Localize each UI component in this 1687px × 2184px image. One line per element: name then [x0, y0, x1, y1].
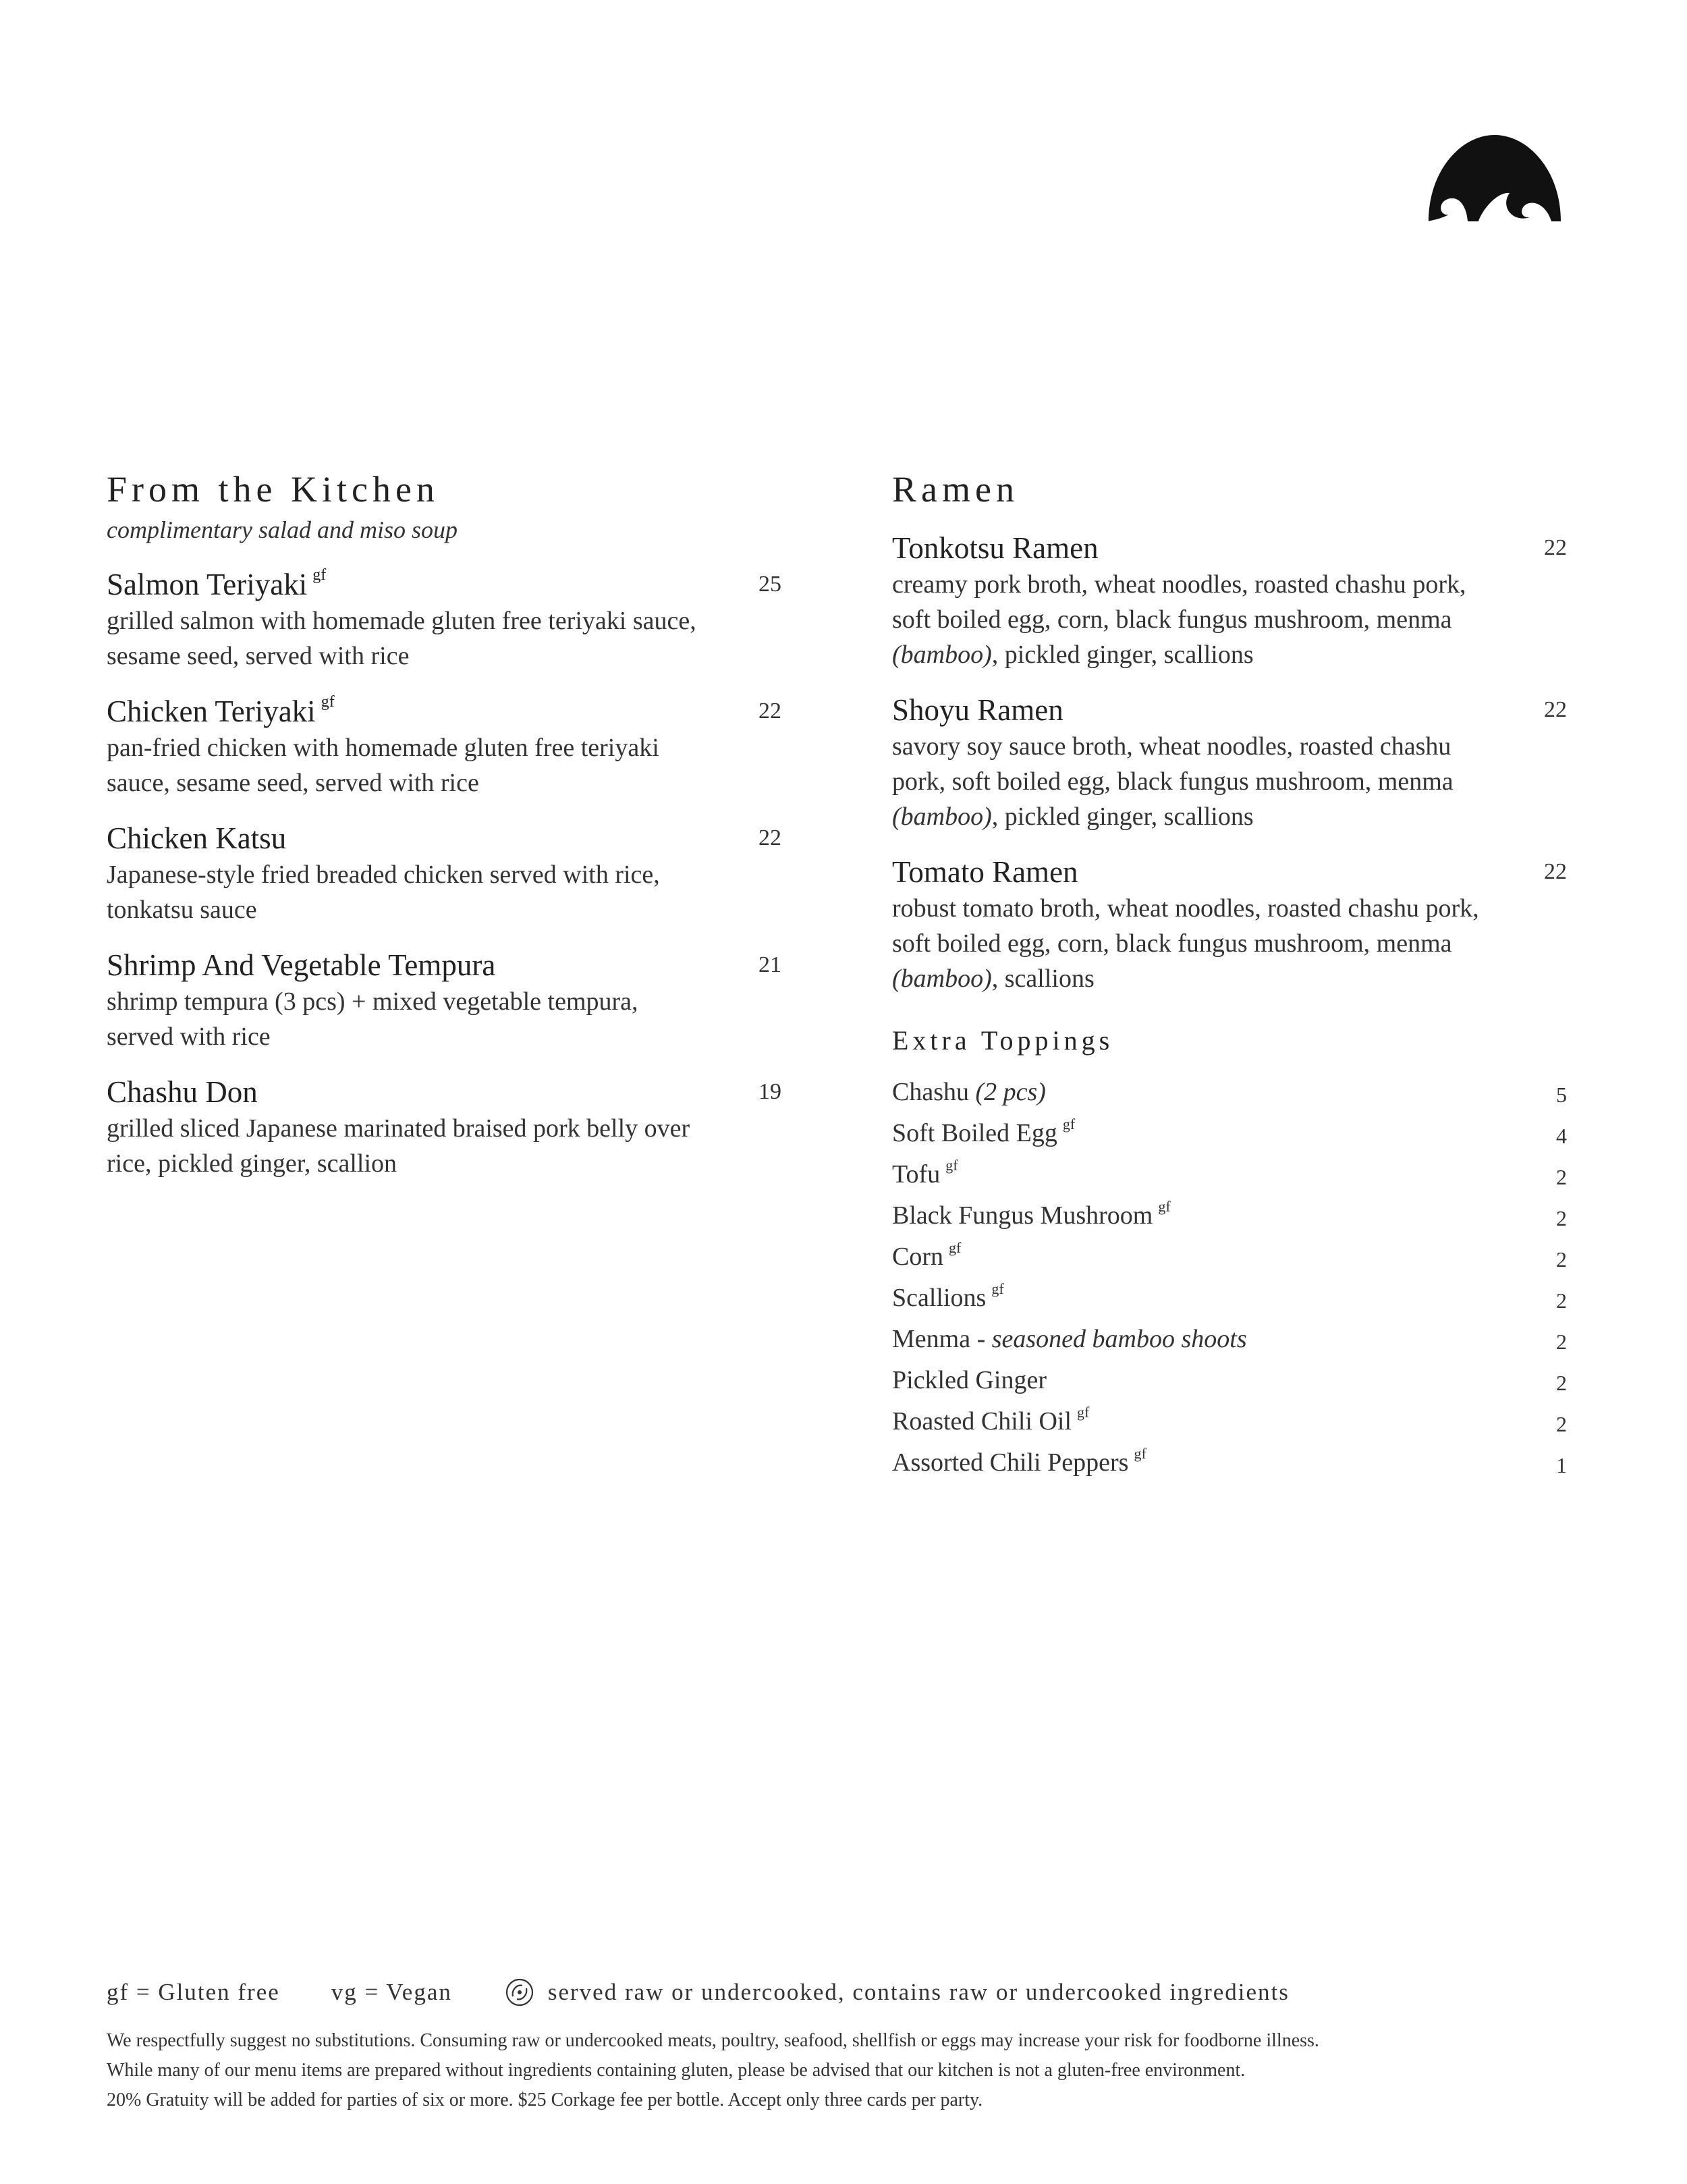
item-price: 21 [758, 952, 781, 977]
topping-item [892, 1197, 1567, 1238]
topping-price: 2 [1556, 1165, 1567, 1189]
item-name: Salmon Teriyaki $^{gf}$ [107, 566, 327, 601]
topping-price: 2 [1556, 1371, 1567, 1395]
topping-note: (2 pcs) [975, 1078, 1046, 1106]
topping-item [892, 1361, 1567, 1402]
item-price: 22 [1544, 859, 1567, 884]
topping-item [892, 1402, 1567, 1444]
menu-item [892, 529, 1567, 672]
gf-tag: gf [945, 1157, 958, 1174]
topping-item [892, 1114, 1567, 1155]
item-description: shrimp tempura (3 pcs) + mixed vegetable tempura, served with rice [107, 987, 638, 1051]
item-name: Tomato Ramen [892, 855, 1078, 889]
item-price: 22 [1544, 535, 1567, 560]
footnote-line: 20% Gratuity will be added for parties of six or more. $25 Corkage fee per bottle. Accept only three cards per party. [107, 2090, 983, 2110]
topping-price: 4 [1556, 1124, 1567, 1148]
footnote-line: While many of our menu items are prepared without ingredients containing gluten, please be advised that our kitchen is not a gluten-free environment. [107, 2060, 1246, 2081]
menu-item [892, 853, 1567, 996]
footnotes [107, 2026, 1591, 2115]
toppings-list [892, 1073, 1567, 1485]
topping-item [892, 1155, 1567, 1197]
topping-name: Scallions $^{gf}$ [892, 1280, 1004, 1312]
gf-tag: gf [1134, 1445, 1146, 1462]
topping-name: Menma - seasoned bamboo shoots [892, 1325, 1247, 1353]
legend-raw: served raw or undercooked, contains raw or undercooked ingredients [547, 1979, 1290, 2005]
menu-item [107, 819, 781, 927]
item-description: grilled sliced Japanese marinated braised pork belly over rice, pickled ginger, scallion [107, 1114, 690, 1178]
footnote-line: We respectfully suggest no substitutions. Consuming raw or undercooked meats, poultry, seafood, shellfish or eggs may increase your risk for foodborne illness. [107, 2030, 1319, 2051]
gf-tag: gf [991, 1280, 1004, 1297]
item-name: Tonkotsu Ramen [892, 531, 1099, 565]
section-subtitle: complimentary salad and miso soup [107, 516, 458, 543]
topping-name: Corn $^{gf}$ [892, 1239, 962, 1271]
item-description: savory soy sauce broth, wheat noodles, roasted chashu pork, soft boiled egg, black fungus mushroom, menma (bamboo), pickled ginger, scallions [892, 732, 1454, 831]
item-price: 25 [758, 572, 781, 597]
topping-price: 1 [1556, 1453, 1567, 1477]
toppings-title: Extra Toppings [892, 1025, 1114, 1056]
topping-name: Pickled Ginger [892, 1366, 1047, 1394]
gf-tag: gf [1062, 1116, 1076, 1132]
topping-item [892, 1238, 1567, 1279]
legend-gf: gf = Gluten free [107, 1979, 280, 2005]
item-name: Shoyu Ramen [892, 693, 1063, 727]
menu-item [892, 691, 1567, 834]
item-description: pan-fried chicken with homemade gluten free teriyaki sauce, sesame seed, served with rice [107, 734, 659, 797]
menu-item [107, 946, 781, 1054]
item-description: Japanese-style fried breaded chicken served with rice, tonkatsu sauce [107, 861, 660, 924]
gf-tag: gf [1158, 1198, 1171, 1215]
gf-tag: gf [312, 566, 327, 584]
item-name: Chashu Don [107, 1075, 258, 1109]
topping-name: Tofu $^{gf}$ [892, 1157, 958, 1189]
item-price: 22 [758, 825, 781, 850]
topping-price: 2 [1556, 1330, 1567, 1354]
kitchen-section [107, 466, 781, 1181]
topping-name: Soft Boiled Egg $^{gf}$ [892, 1116, 1076, 1147]
item-name: Shrimp And Vegetable Tempura [107, 948, 496, 982]
topping-name: Assorted Chili Peppers $^{gf}$ [892, 1445, 1146, 1477]
section-title: Ramen [892, 469, 1019, 510]
item-price: 22 [758, 699, 781, 724]
topping-price: 2 [1556, 1247, 1567, 1272]
topping-name: Roasted Chili Oil $^{gf}$ [892, 1404, 1090, 1436]
topping-item [892, 1073, 1567, 1114]
menu-item [107, 566, 781, 674]
topping-price: 5 [1556, 1083, 1567, 1107]
topping-price: 2 [1556, 1288, 1567, 1313]
topping-name: Chashu (2 pcs) [892, 1078, 1046, 1106]
topping-price: 2 [1556, 1206, 1567, 1230]
menu-item [107, 1073, 781, 1181]
item-price: 19 [758, 1079, 781, 1104]
topping-item [892, 1279, 1567, 1320]
item-description: creamy pork broth, wheat noodles, roasted chashu pork, soft boiled egg, corn, black fungus mushroom, menma (bamboo), pickled ginger, scallions [892, 570, 1466, 669]
section-title: From the Kitchen [107, 469, 439, 510]
topping-item [892, 1444, 1567, 1485]
topping-name: Black Fungus Mushroom $^{gf}$ [892, 1198, 1171, 1230]
item-description: grilled salmon with homemade gluten free teriyaki sauce, sesame seed, served with rice [107, 607, 696, 670]
item-name: Chicken Teriyaki $^{gf}$ [107, 693, 335, 728]
legend [107, 1972, 1290, 2013]
gf-tag: gf [321, 693, 335, 711]
legend-vg: vg = Vegan [331, 1979, 452, 2005]
ramen-section [892, 466, 1567, 1485]
wave-logo-icon [1427, 134, 1562, 221]
topping-item [892, 1320, 1567, 1361]
gf-tag: gf [1077, 1404, 1090, 1421]
item-price: 22 [1544, 697, 1567, 722]
item-name: Chicken Katsu [107, 821, 287, 855]
item-description: robust tomato broth, wheat noodles, roasted chashu pork, soft boiled egg, corn, black fungus mushroom, menma (bamboo), scallions [892, 894, 1479, 993]
raw-warning-icon [503, 1976, 536, 2009]
gf-tag: gf [949, 1239, 962, 1256]
topping-price: 2 [1556, 1412, 1567, 1436]
menu-item [107, 692, 781, 800]
topping-note: seasoned bamboo shoots [991, 1325, 1247, 1353]
